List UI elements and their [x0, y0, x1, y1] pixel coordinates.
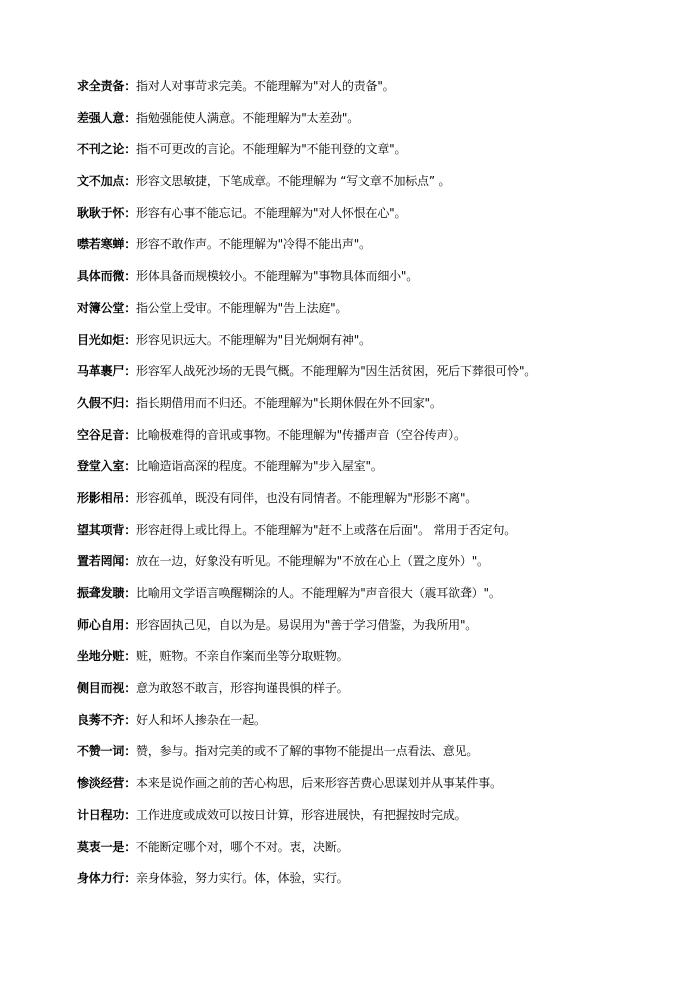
idiom-term: 耿耿于怀： [77, 205, 137, 220]
idiom-definition: 赞，参与。指对完美的或不了解的事物不能提出一点看法、意见。 [136, 744, 479, 759]
idiom-definition: 形容有心事不能忘记。不能理解为"对人怀恨在心"。 [136, 205, 407, 220]
idiom-entry [77, 773, 677, 805]
idiom-definition: 工作进度或成效可以按日计算，形容进展快，有把握按时完成。 [136, 807, 467, 822]
idiom-term: 形影相吊： [77, 490, 137, 505]
idiom-term: 置若罔闻： [77, 554, 137, 569]
idiom-definition: 形容固执己见，自以为是。易误用为"善于学习借鉴，为我所用"。 [136, 617, 478, 632]
idiom-term: 惨淡经营： [77, 776, 137, 791]
idiom-entry [77, 234, 677, 266]
idiom-term: 空谷足音： [77, 427, 137, 442]
idiom-term: 求全责备： [77, 79, 137, 93]
idiom-definition: 形容不敢作声。不能理解为"冷得不能出声"。 [136, 237, 371, 252]
idiom-entry [77, 741, 677, 773]
idiom-definition: 意为敢怒不敢言，形容拘谨畏惧的样子。 [136, 681, 349, 696]
idiom-entry [77, 298, 677, 330]
idiom-entry [77, 139, 677, 171]
idiom-list [77, 76, 677, 900]
idiom-entry [77, 361, 677, 393]
idiom-entry [77, 425, 677, 457]
idiom-term: 振聋发聩： [77, 586, 137, 600]
idiom-entry [77, 171, 677, 203]
idiom-definition: 好人和坏人掺杂在一起。 [136, 712, 266, 727]
idiom-definition: 形容军人战死沙场的无畏气概。不能理解为"因生活贫困，死后下葬很可怜"。 [136, 364, 537, 379]
idiom-entry [77, 108, 677, 140]
idiom-term: 对簿公堂： [77, 300, 137, 315]
idiom-entry [77, 805, 677, 837]
idiom-term: 不刊之论： [77, 142, 137, 157]
idiom-definition: 赃，赃物。不亲自作案而坐等分取赃物。 [136, 649, 349, 664]
idiom-entry [77, 520, 677, 552]
idiom-term: 身体力行： [77, 871, 137, 886]
idiom-definition: 形容见识远大。不能理解为"目光炯炯有神"。 [136, 332, 371, 347]
idiom-term: 良莠不齐： [77, 712, 137, 727]
idiom-term: 差强人意： [77, 110, 137, 125]
idiom-definition: 指公堂上受审。不能理解为"告上法庭"。 [136, 300, 348, 315]
idiom-term: 望其项背： [77, 522, 137, 537]
idiom-entry [77, 615, 677, 647]
idiom-entry [77, 330, 677, 362]
idiom-definition: 指不可更改的言论。不能理解为"不能刊登的文章"。 [136, 142, 407, 157]
idiom-entry [77, 646, 677, 678]
idiom-entry [77, 393, 677, 425]
idiom-term: 计日程功： [77, 807, 137, 822]
idiom-term: 目光如炬： [77, 332, 137, 347]
idiom-definition: 指长期借用而不归还。不能理解为"长期休假在外不回家"。 [136, 395, 442, 410]
idiom-definition: 指对人对事苛求完美。不能理解为"对人的责备"。 [136, 79, 395, 93]
idiom-definition: 亲身体验，努力实行。体，体验，实行。 [136, 871, 349, 886]
idiom-term: 不赞一词： [77, 744, 137, 759]
idiom-term: 文不加点： [77, 174, 137, 189]
idiom-entry [77, 678, 677, 710]
idiom-entry [77, 551, 677, 583]
idiom-entry [77, 76, 677, 108]
idiom-term: 坐地分赃： [77, 649, 137, 664]
idiom-entry [77, 488, 677, 520]
idiom-entry [77, 583, 677, 615]
idiom-definition: 本来是说作画之前的苦心构思，后来形容苦费心思谋划并从事某件事。 [136, 776, 502, 791]
idiom-entry [77, 203, 677, 235]
idiom-definition: 指勉强能使人满意。不能理解为"太差劲"。 [136, 110, 360, 125]
idiom-definition: 形容孤单，既没有同伴，也没有同情者。不能理解为"形影不离"。 [136, 490, 478, 505]
idiom-definition: 形容赶得上或比得上。不能理解为"赶不上或落在后面"。 常用于否定句。 [136, 522, 517, 537]
idiom-term: 噤若寒蝉： [77, 237, 137, 252]
idiom-entry [77, 266, 677, 298]
idiom-term: 具体而微： [77, 269, 137, 284]
idiom-term: 侧目而视： [77, 681, 137, 696]
idiom-entry [77, 868, 677, 900]
idiom-term: 莫衷一是： [77, 839, 137, 854]
idiom-definition: 形容文思敏捷，下笔成章。不能理解为 “写文章不加标点” 。 [136, 174, 451, 189]
idiom-term: 师心自用： [77, 617, 137, 632]
idiom-definition: 比喻用文学语言唤醒糊涂的人。不能理解为"声音很大（震耳欲聋）"。 [136, 586, 501, 600]
idiom-definition: 放在一边，好象没有听见。不能理解为"不放在心上（置之度外）"。 [136, 554, 489, 569]
idiom-entry [77, 456, 677, 488]
idiom-term: 登堂入室： [77, 459, 137, 474]
idiom-definition: 比喻极难得的音讯或事物。不能理解为"传播声音（空谷传声）。 [136, 427, 466, 442]
idiom-term: 马革裹尸： [77, 364, 137, 379]
idiom-definition: 不能断定哪个对，哪个不对。衷，决断。 [136, 839, 349, 854]
idiom-entry [77, 710, 677, 742]
idiom-definition: 比喻造诣高深的程度。不能理解为"步入屋室"。 [136, 459, 383, 474]
idiom-term: 久假不归： [77, 395, 137, 410]
idiom-definition: 形体具备而规模较小。不能理解为"事物具体而细小"。 [136, 269, 419, 284]
idiom-entry [77, 837, 677, 869]
